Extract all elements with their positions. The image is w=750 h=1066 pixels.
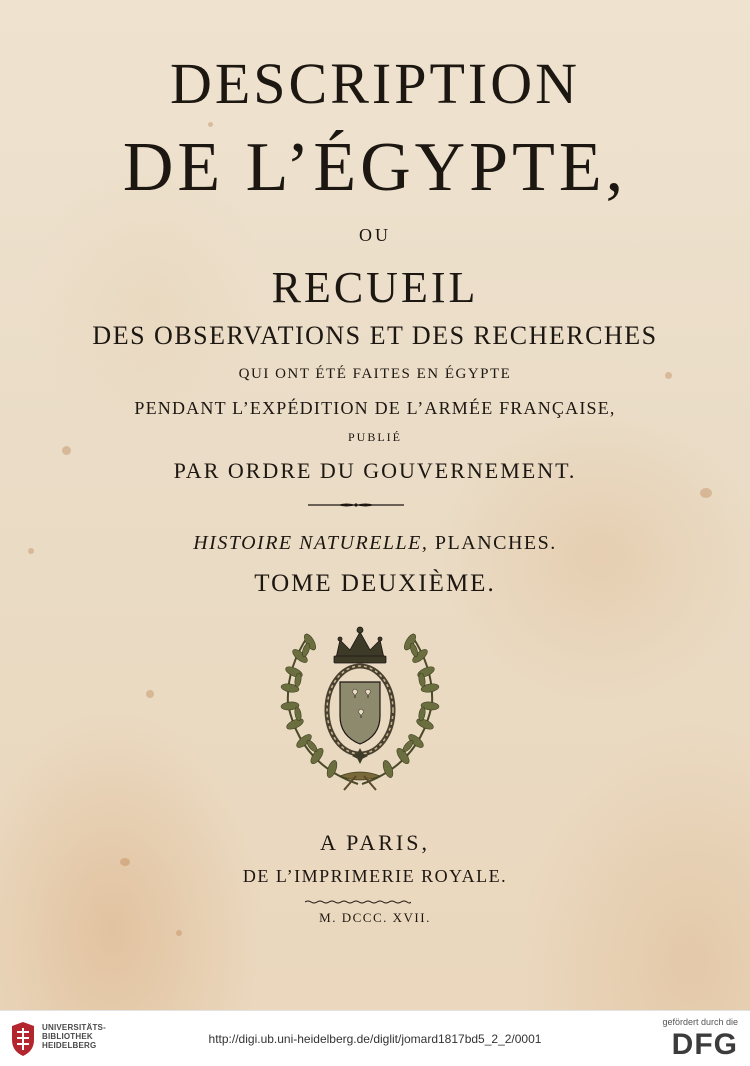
conjunction-ou: OU — [359, 225, 391, 245]
dfg-logo-icon[interactable]: DFG — [671, 1028, 738, 1061]
foxing-spot — [62, 446, 71, 455]
funding-caption: gefördert durch die — [662, 1017, 738, 1027]
subtitle-publie: PUBLIÉ — [348, 430, 402, 444]
imprint-city: A PARIS, — [319, 830, 430, 855]
wavy-rule — [305, 900, 411, 904]
section-planches: PLANCHES. — [434, 532, 557, 554]
library-name-line: BIBLIOTHEK — [42, 1032, 93, 1041]
viewer-footer — [0, 1010, 750, 1066]
imprint-printer: DE L’IMPRIMERIE ROYALE. — [242, 866, 508, 886]
library-name-line: UNIVERSITÄTS- — [42, 1023, 106, 1032]
subtitle-faites-en-egypte: QUI ONT ÉTÉ FAITES EN ÉGYPTE — [238, 366, 512, 382]
library-name-line: HEIDELBERG — [42, 1041, 97, 1050]
foxing-spot — [120, 858, 130, 866]
permalink-url[interactable]: http://digi.ub.uni-heidelberg.de/diglit/jomard1817bd5_2_2/0001 — [208, 1032, 542, 1046]
royal-coat-of-arms-icon — [270, 624, 450, 794]
foxing-spot — [700, 488, 712, 498]
ornamental-rule — [308, 502, 404, 508]
imprint-date: M. DCCC. XVII. — [319, 910, 431, 925]
subtitle-recueil: RECUEIL — [271, 263, 479, 312]
foxing-spot — [208, 122, 213, 127]
title-egypte: DE L’ÉGYPTE, — [122, 129, 628, 206]
section-histoire-naturelle: HISTOIRE NATURELLE, — [193, 532, 429, 554]
title-description: DESCRIPTION — [169, 51, 581, 116]
volume-section — [0, 532, 750, 555]
subtitle-ordre-gouvernement: PAR ORDRE DU GOUVERNEMENT. — [173, 458, 577, 483]
subtitle-expedition: PENDANT L’EXPÉDITION DE L’ARMÉE FRANÇAISE, — [134, 398, 616, 418]
subtitle-observations: DES OBSERVATIONS ET DES RECHERCHES — [92, 321, 658, 350]
foxing-spot — [146, 690, 154, 698]
volume-number: TOME DEUXIÈME. — [254, 570, 496, 597]
foxing-spot — [176, 930, 182, 936]
